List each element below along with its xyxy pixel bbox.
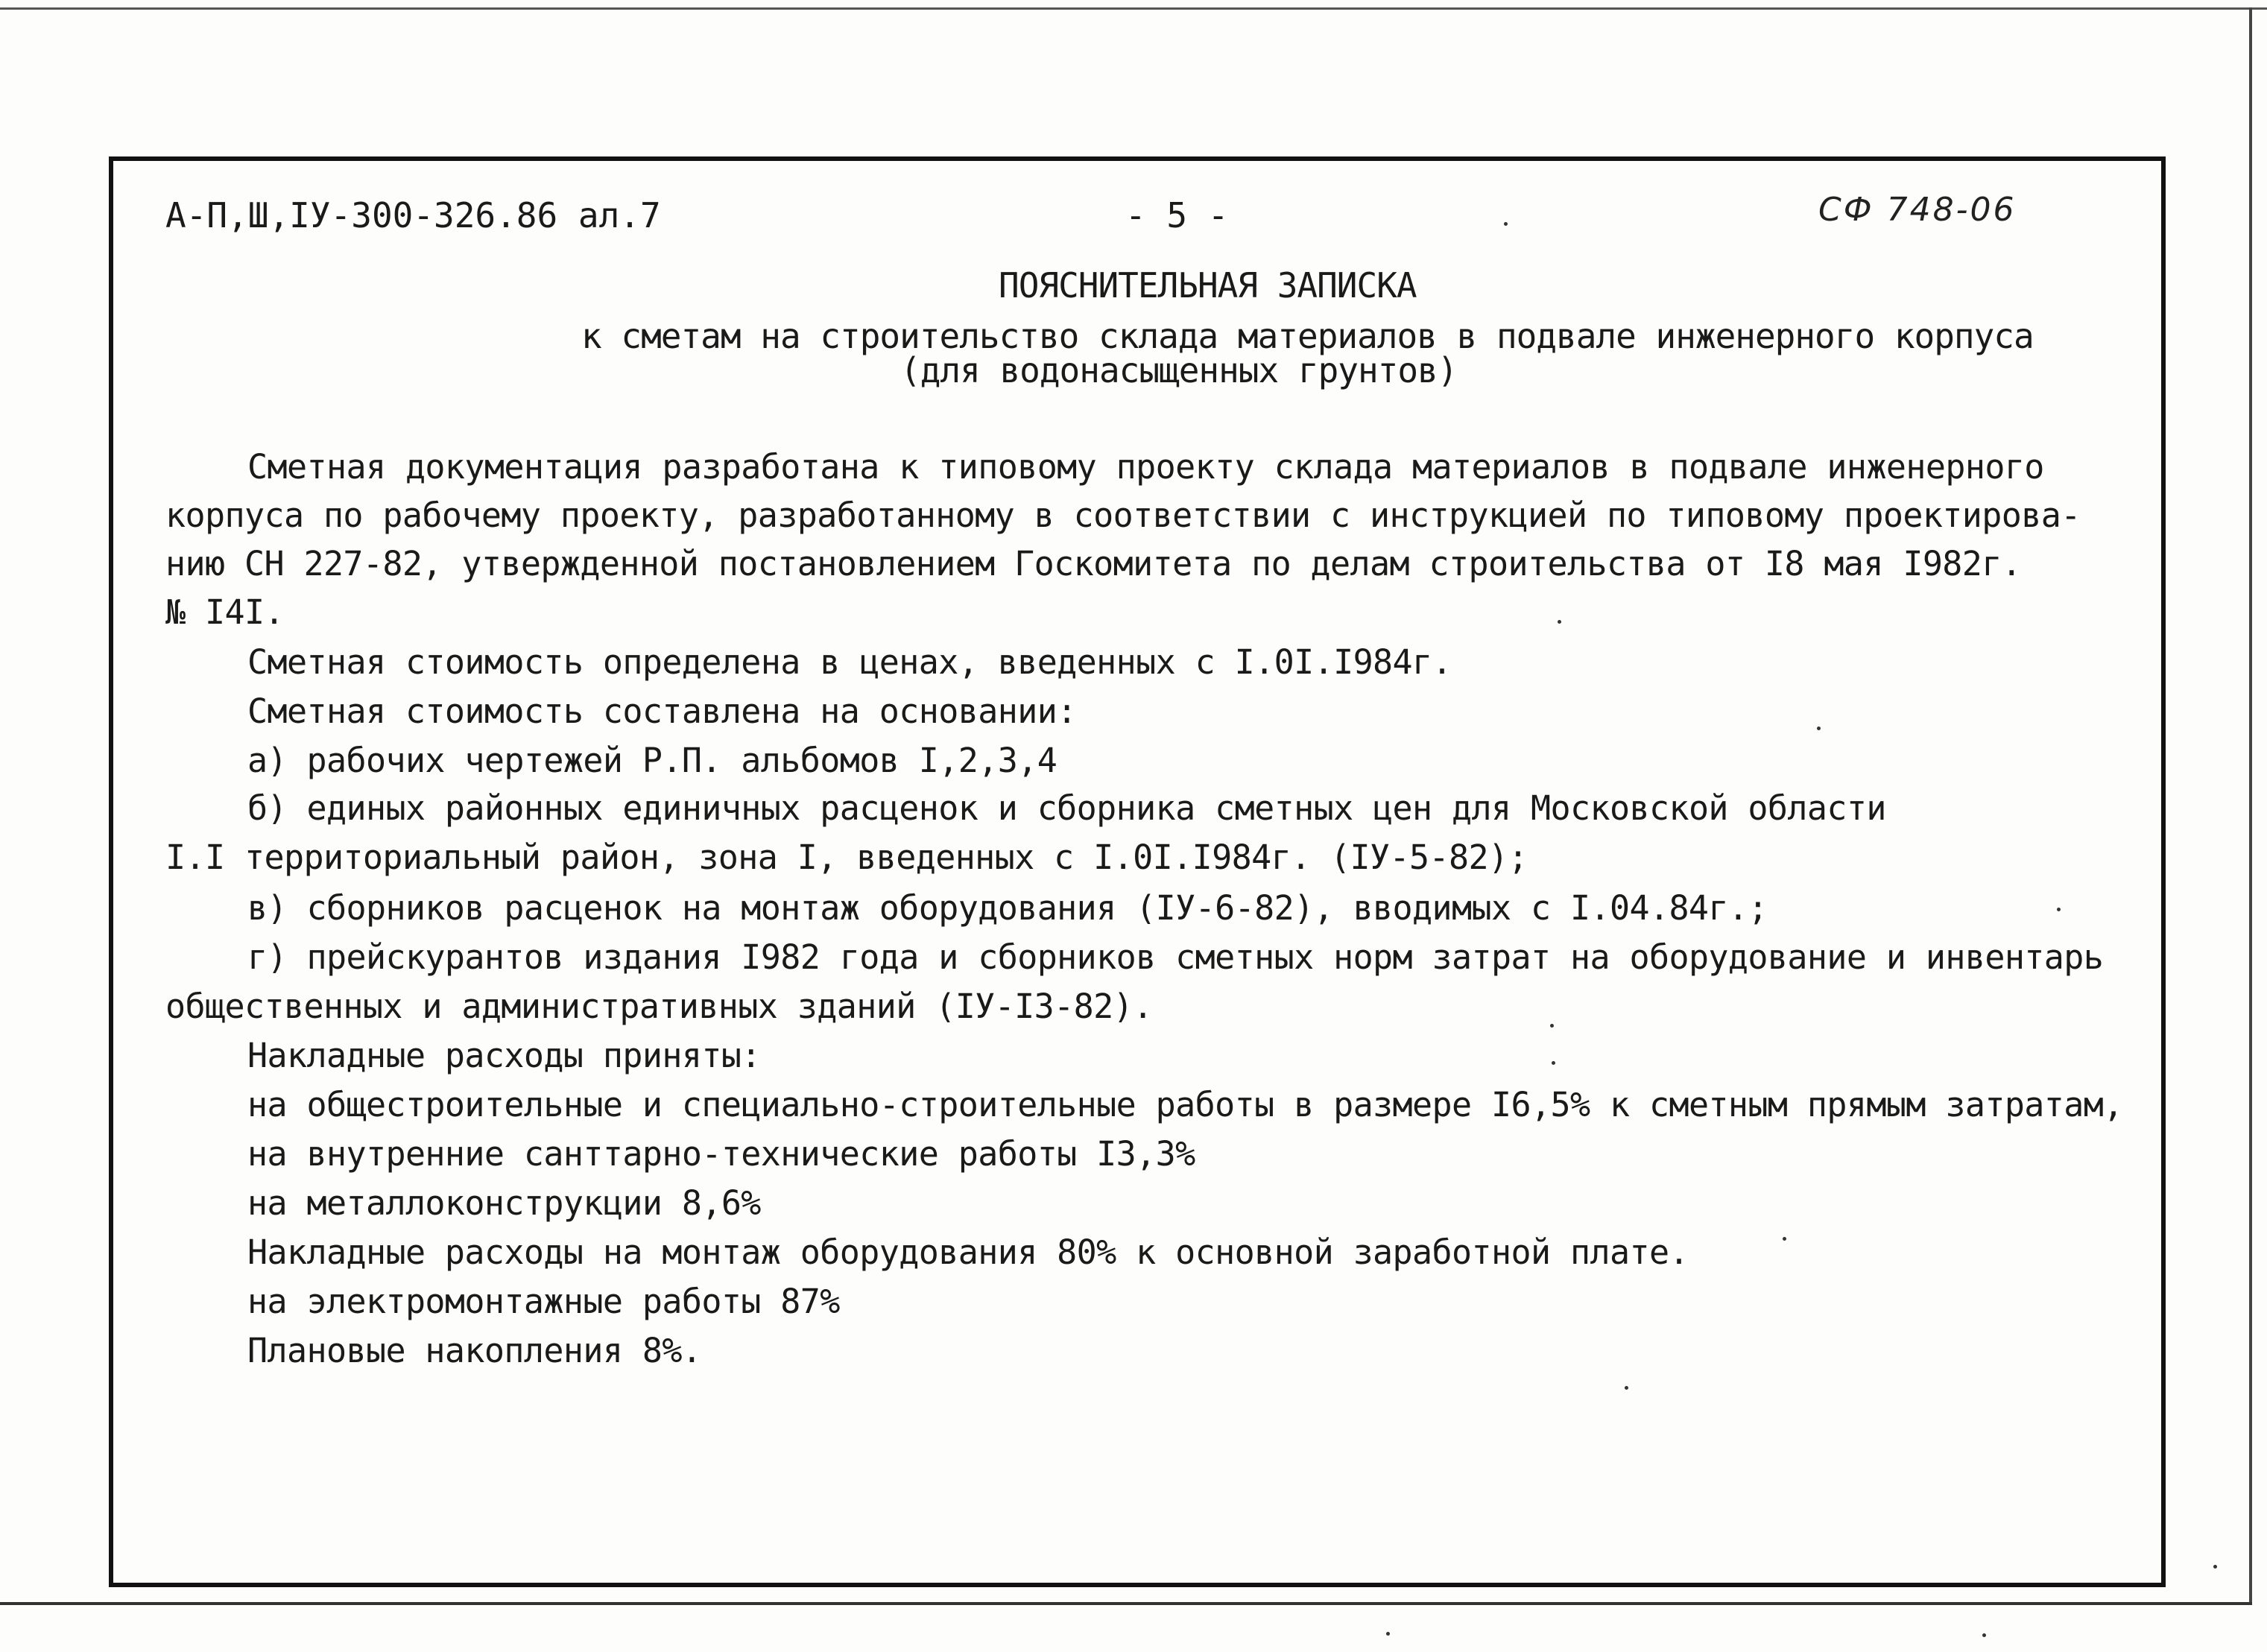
body-line-4: № I4I. — [165, 592, 284, 632]
scan-speck — [1504, 222, 1508, 226]
body-line-9: I.I территориальный район, зона I, введенных с I.0I.I984г. (IУ-5-82); — [165, 838, 1528, 877]
scan-speck — [2213, 1565, 2217, 1569]
document-subtitle-line-1: к сметам на строительство склада материалов в подвале инженерного корпуса — [581, 316, 2034, 356]
sheet-top-edge — [0, 7, 2267, 10]
sheet-right-edge — [2249, 7, 2252, 1602]
document-subtitle-line-2: (для водонасыщенных грунтов) — [900, 350, 1458, 390]
body-line-5: Сметная стоимость определена в ценах, введенных с I.0I.I984г. — [247, 642, 1452, 682]
document-code: А-П,Ш,IУ-300-326.86 ал.7 — [165, 195, 661, 235]
scan-speck — [1982, 1633, 1986, 1637]
scan-speck — [1783, 1237, 1786, 1241]
body-line-13: Накладные расходы приняты: — [247, 1036, 761, 1075]
scan-speck — [1817, 727, 1821, 730]
scan-speck — [1550, 1024, 1554, 1028]
body-line-10: в) сборников расценок на монтаж оборудования (IУ-6-82), вводимых с I.04.84г.; — [247, 888, 1768, 928]
body-line-11: г) прейскурантов издания I982 года и сборников сметных норм затрат на оборудование и инвентарь — [247, 937, 2104, 977]
body-line-19: Плановые накопления 8%. — [247, 1331, 702, 1370]
body-line-3: нию СН 227-82, утвержденной постановлением Госкомитета по делам строительства от I8 мая I982г. — [165, 544, 2022, 583]
page-number: - 5 - — [1125, 195, 1229, 235]
body-line-8: б) единых районных единичных расценок и сборника сметных цен для Московской области — [247, 788, 1886, 828]
scan-speck — [2057, 908, 2061, 911]
body-line-18: на электромонтажные работы 87% — [247, 1282, 840, 1321]
body-line-12: общественных и административных зданий (IУ-I3-82). — [165, 987, 1153, 1026]
scan-speck — [1625, 1386, 1628, 1390]
body-line-6: Сметная стоимость составлена на основании: — [247, 692, 1077, 731]
scan-speck — [1386, 1632, 1390, 1636]
body-line-7: а) рабочих чертежей Р.П. альбомов I,2,3,4 — [247, 741, 1057, 780]
body-line-15: на внутренние санттарно-технические работы I3,3% — [247, 1134, 1195, 1174]
scan-speck — [1552, 1061, 1555, 1065]
scan-speck — [1558, 620, 1561, 624]
body-line-2: корпуса по рабочему проекту, разработанному в соответствии с инструкцией по типовому проектирова- — [165, 496, 2081, 535]
sheet-bottom-edge — [0, 1602, 2252, 1605]
body-line-1: Сметная документация разработана к типовому проекту склада материалов в подвале инженерного — [247, 447, 2044, 487]
body-line-14: на общестроительные и специально-строительные работы в размере I6,5% к сметным прямым затратам, — [247, 1085, 2123, 1124]
handwritten-reference: СФ 748-06 — [1818, 191, 2017, 229]
body-line-17: Накладные расходы на монтаж оборудования 80% к основной заработной плате. — [247, 1232, 1689, 1272]
body-line-16: на металлоконструкции 8,6% — [247, 1183, 761, 1223]
document-title: ПОЯСНИТЕЛЬНАЯ ЗАПИСКА — [999, 265, 1417, 306]
